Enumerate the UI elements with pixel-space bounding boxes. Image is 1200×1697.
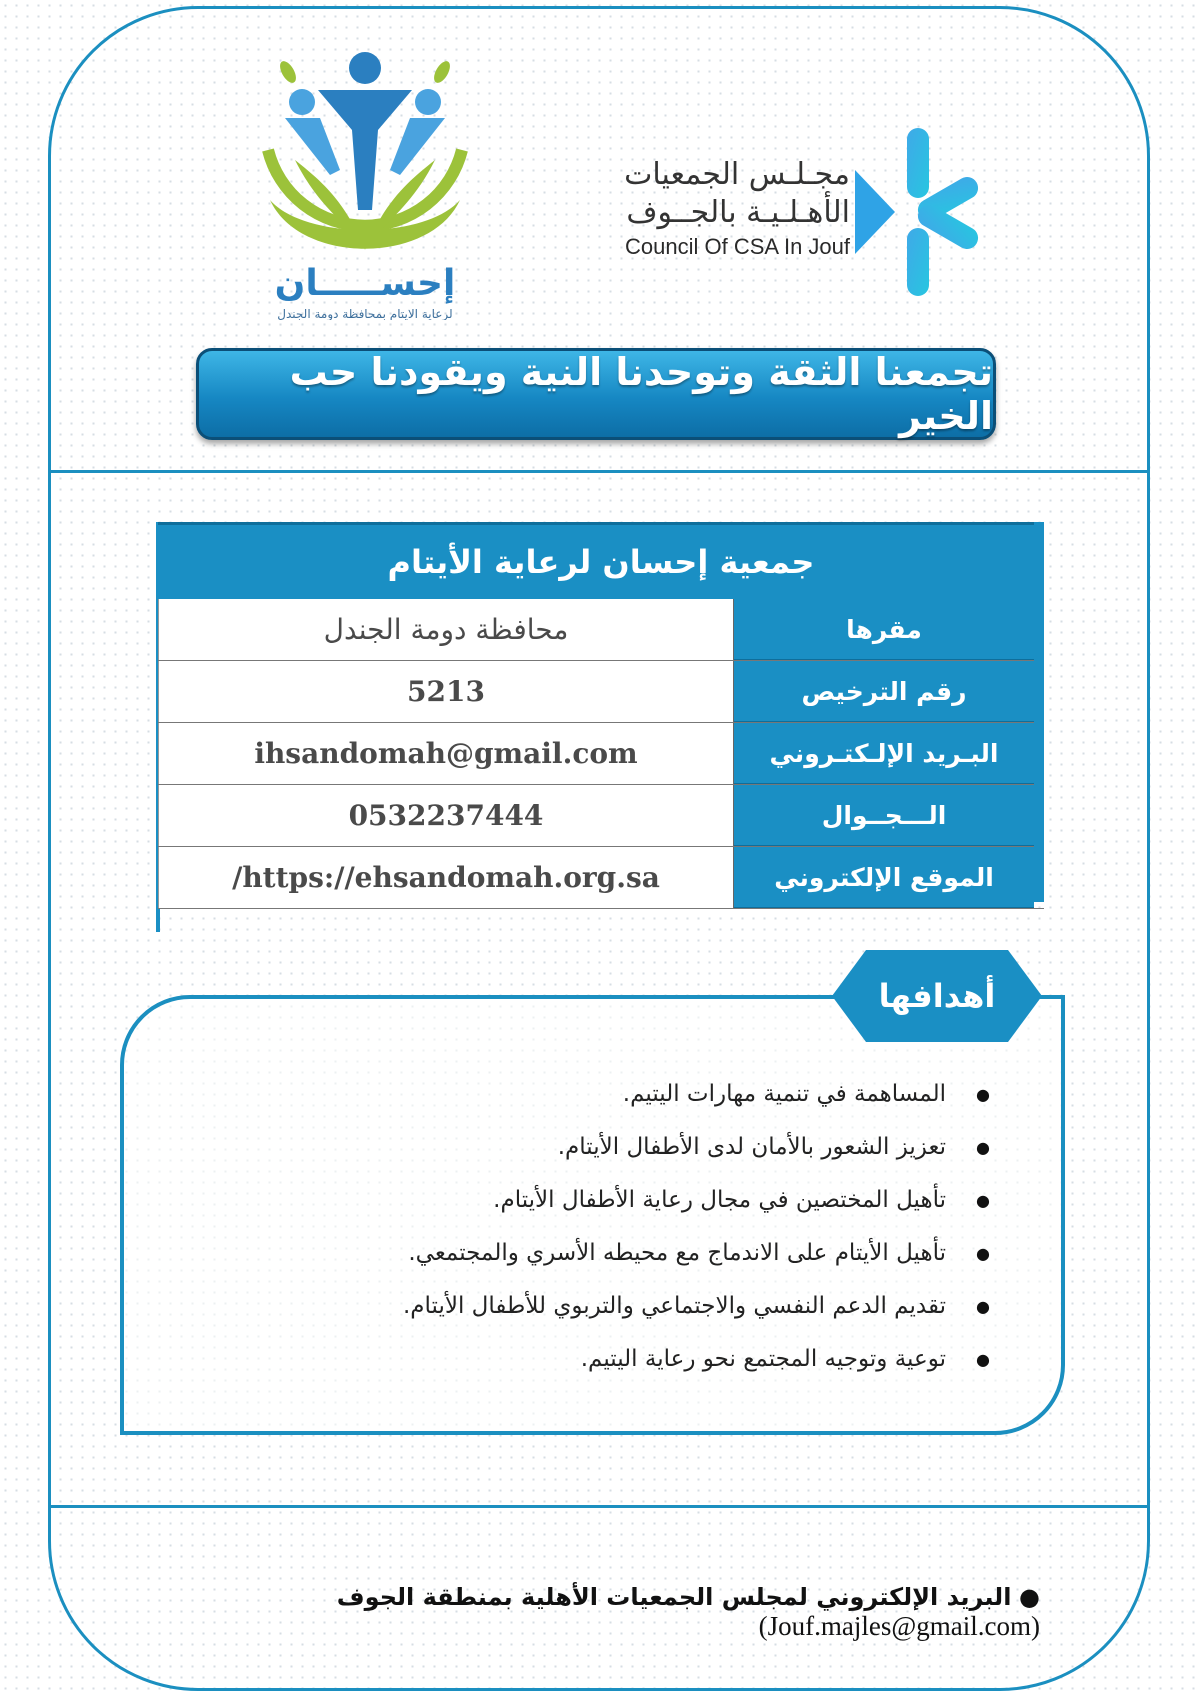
table-right-accent bbox=[1034, 522, 1044, 902]
website-value[interactable]: /https://ehsandomah.org.sa bbox=[158, 847, 734, 908]
table-row bbox=[158, 661, 1044, 723]
footer-contact bbox=[180, 1583, 1040, 1642]
mobile-value: 0532237444 bbox=[158, 785, 734, 846]
council-name-block bbox=[560, 156, 850, 262]
email-value[interactable]: ihsandomah@gmail.com bbox=[158, 723, 734, 784]
council-name-line2: الأهـلـيـة بالجــوف bbox=[626, 195, 850, 230]
council-star-logo bbox=[855, 128, 1015, 298]
table-row bbox=[158, 847, 1044, 909]
list-item: ● تأهيل الأيتام على الاندماج مع محيطه الأسري والمجتمعي. bbox=[300, 1227, 990, 1280]
footer-email[interactable]: (Jouf.majles@gmail.com) bbox=[758, 1611, 1040, 1641]
table-row bbox=[158, 599, 1044, 661]
email-label: البـريد الإلـكتـروني bbox=[734, 723, 1034, 784]
license-value: 5213 bbox=[158, 661, 734, 722]
hq-label: مقرها bbox=[734, 599, 1034, 660]
footer-divider bbox=[48, 1505, 1150, 1508]
info-table bbox=[158, 522, 1044, 909]
list-item: ● تعزيز الشعور بالأمان لدى الأطفال الأيتام. bbox=[300, 1121, 990, 1174]
ihsan-logo-word: إحســـــان bbox=[274, 263, 456, 304]
footer-label: البريد الإلكتروني لمجلس الجمعيات الأهلية بمنطقة الجوف bbox=[336, 1583, 1012, 1611]
ihsan-logo bbox=[240, 50, 490, 320]
bullet-icon: ● bbox=[1011, 1583, 1040, 1611]
table-row bbox=[158, 723, 1044, 785]
goals-title: أهدافها bbox=[878, 977, 996, 1015]
council-name-en: Council Of CSA In Jouf bbox=[625, 234, 850, 259]
info-table-title: جمعية إحسان لرعاية الأيتام bbox=[158, 522, 1044, 599]
license-label: رقم الترخيص bbox=[734, 661, 1034, 722]
slogan-text: تجمعنا الثقة وتوحدنا النية ويقودنا حب الخير bbox=[289, 350, 993, 438]
ihsan-logo-subtitle: لرعاية الايتام بمحافظة دومة الجندل bbox=[277, 307, 453, 320]
council-name-line1: مجـلـس الجمعيات bbox=[624, 157, 850, 192]
list-item: ● تأهيل المختصين في مجال رعاية الأطفال الأيتام. bbox=[300, 1174, 990, 1227]
slogan-banner bbox=[196, 348, 996, 440]
header-divider bbox=[48, 470, 1150, 473]
list-item: ● المساهمة في تنمية مهارات اليتيم. bbox=[300, 1068, 990, 1121]
hq-value: محافظة دومة الجندل bbox=[158, 599, 734, 660]
list-item: ● توعية وتوجيه المجتمع نحو رعاية اليتيم. bbox=[300, 1333, 990, 1386]
list-item: ● تقديم الدعم النفسي والاجتماعي والتربوي للأطفال الأيتام. bbox=[300, 1280, 990, 1333]
goals-list bbox=[300, 1068, 990, 1386]
table-row bbox=[158, 785, 1044, 847]
website-label: الموقع الإلكتروني bbox=[734, 847, 1034, 908]
mobile-label: الـــجــوال bbox=[734, 785, 1034, 846]
